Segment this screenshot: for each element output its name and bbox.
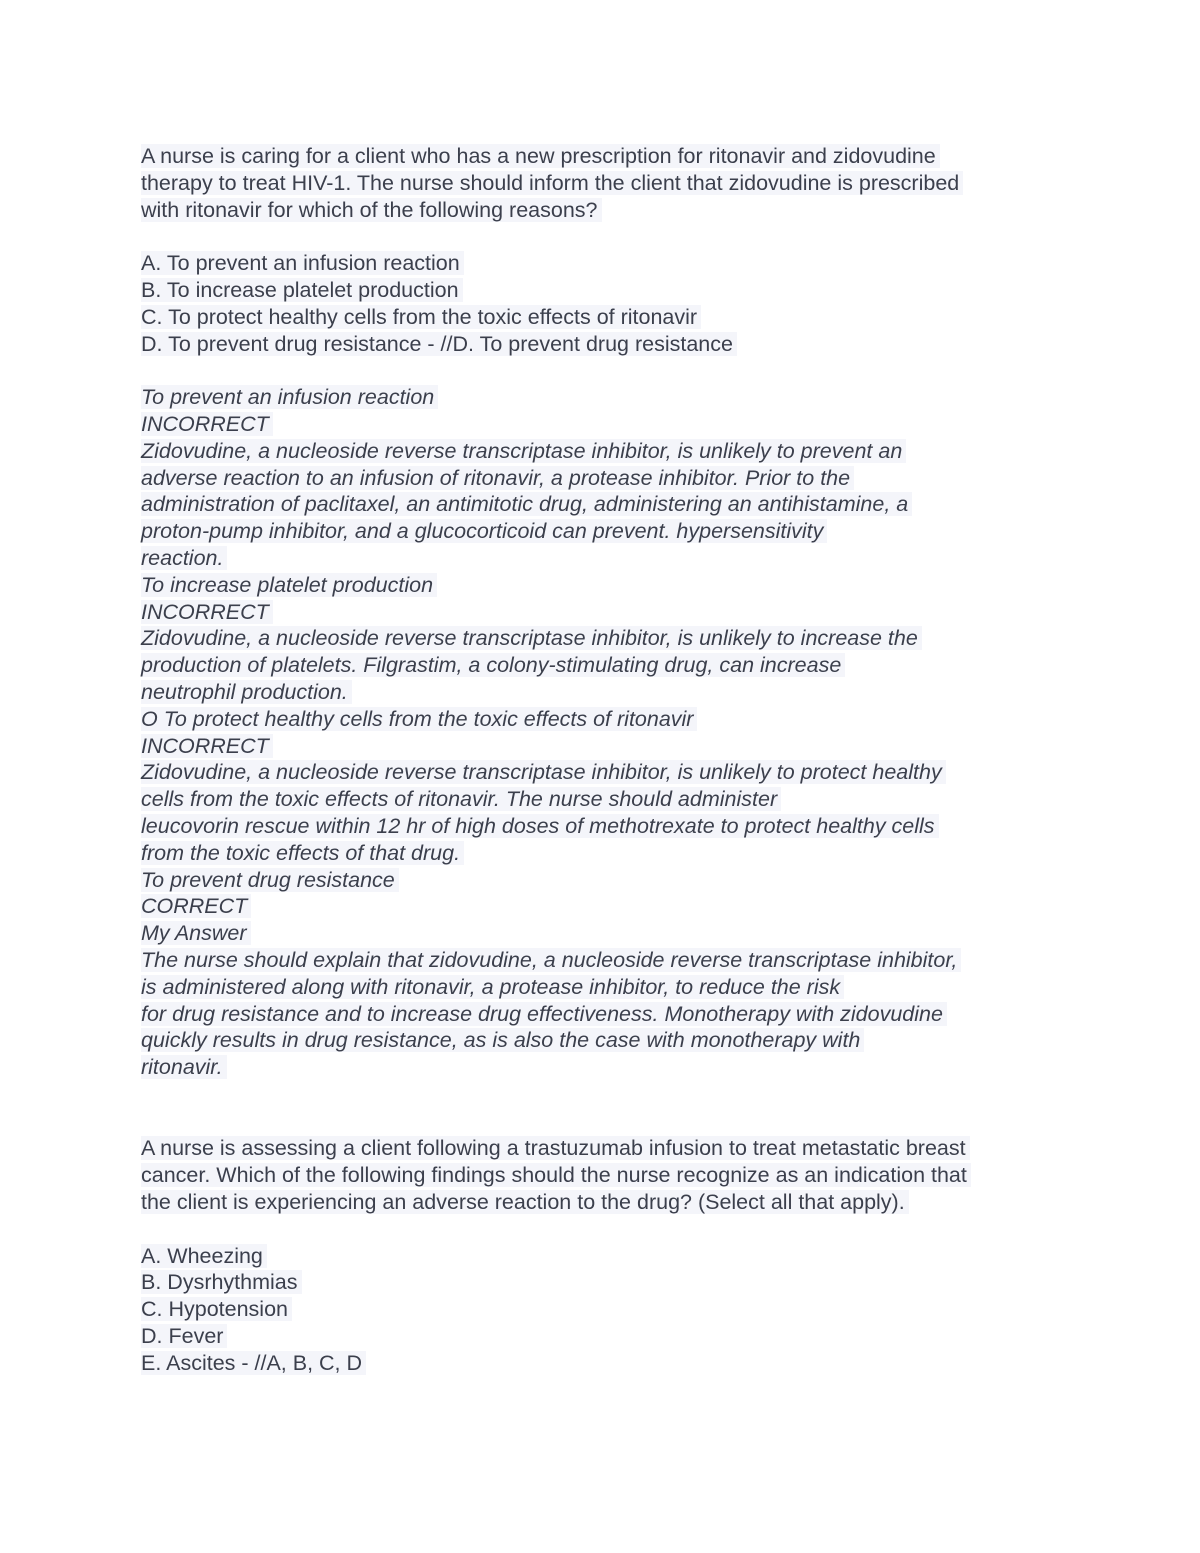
rationale-option-heading: To increase platelet production: [141, 572, 1061, 599]
question-2: [141, 1135, 1061, 1376]
question-1: [141, 143, 1061, 1081]
rationale-text-line: administration of paclitaxel, an antimitotic drug, administering an antihistamine, a: [141, 491, 1061, 518]
question-1-stem: [141, 143, 1061, 223]
rationale-verdict: CORRECT: [141, 893, 1061, 920]
rationale-text-line: adverse reaction to an infusion of ritonavir, a protease inhibitor. Prior to the: [141, 465, 1061, 492]
rationale-text-line: quickly results in drug resistance, as is also the case with monotherapy with: [141, 1027, 1061, 1054]
my-answer-label: My Answer: [141, 920, 1061, 947]
rationale-text-line: reaction.: [141, 545, 1061, 572]
question-stem-line: therapy to treat HIV-1. The nurse should inform the client that zidovudine is prescribed: [141, 170, 1061, 197]
answer-option-d: D. Fever: [141, 1323, 1061, 1350]
rationale-text-line: neutrophil production.: [141, 679, 1061, 706]
question-stem-line: A nurse is assessing a client following a trastuzumab infusion to treat metastatic breast: [141, 1135, 1061, 1162]
question-2-stem: [141, 1135, 1061, 1215]
spacer: [141, 1216, 1061, 1243]
question-stem-line: the client is experiencing an adverse reaction to the drug? (Select all that apply).: [141, 1189, 1061, 1216]
rationale-text-line: from the toxic effects of that drug.: [141, 840, 1061, 867]
question-stem-line: A nurse is caring for a client who has a new prescription for ritonavir and zidovudine: [141, 143, 1061, 170]
rationale-text-line: Zidovudine, a nucleoside reverse transcriptase inhibitor, is unlikely to increase the: [141, 625, 1061, 652]
question-stem-line: cancer. Which of the following findings should the nurse recognize as an indication that: [141, 1162, 1061, 1189]
rationale-text-line: ritonavir.: [141, 1054, 1061, 1081]
rationale-text-line: production of platelets. Filgrastim, a colony-stimulating drug, can increase: [141, 652, 1061, 679]
rationale-text-line: Zidovudine, a nucleoside reverse transcriptase inhibitor, is unlikely to protect healthy: [141, 759, 1061, 786]
rationale-text-line: Zidovudine, a nucleoside reverse transcriptase inhibitor, is unlikely to prevent an: [141, 438, 1061, 465]
answer-option-e: E. Ascites - //A, B, C, D: [141, 1350, 1061, 1377]
rationale-verdict: INCORRECT: [141, 599, 1061, 626]
answer-option-c: C. To protect healthy cells from the toxic effects of ritonavir: [141, 304, 1061, 331]
rationale-text-line: cells from the toxic effects of ritonavir. The nurse should administer: [141, 786, 1061, 813]
rationale-text-line: is administered along with ritonavir, a protease inhibitor, to reduce the risk: [141, 974, 1061, 1001]
rationale-text-line: for drug resistance and to increase drug effectiveness. Monotherapy with zidovudine: [141, 1001, 1061, 1028]
spacer: [141, 1081, 1061, 1135]
answer-option-a: A. To prevent an infusion reaction: [141, 250, 1061, 277]
rationale-option-heading: To prevent an infusion reaction: [141, 384, 1061, 411]
answer-option-a: A. Wheezing: [141, 1243, 1061, 1270]
rationale-verdict: INCORRECT: [141, 733, 1061, 760]
spacer: [141, 223, 1061, 250]
rationale-text-line: proton-pump inhibitor, and a glucocorticoid can prevent. hypersensitivity: [141, 518, 1061, 545]
answer-option-d: D. To prevent drug resistance - //D. To prevent drug resistance: [141, 331, 1061, 358]
rationale-option-heading: O To protect healthy cells from the toxic effects of ritonavir: [141, 706, 1061, 733]
rationale-text-line: leucovorin rescue within 12 hr of high doses of methotrexate to protect healthy cells: [141, 813, 1061, 840]
answer-option-b: B. Dysrhythmias: [141, 1269, 1061, 1296]
question-1-options: [141, 250, 1061, 357]
rationale-text-line: The nurse should explain that zidovudine, a nucleoside reverse transcriptase inhibitor,: [141, 947, 1061, 974]
question-2-options: [141, 1243, 1061, 1377]
spacer: [141, 357, 1061, 384]
rationale-option-heading: To prevent drug resistance: [141, 867, 1061, 894]
rationale-verdict: INCORRECT: [141, 411, 1061, 438]
answer-option-b: B. To increase platelet production: [141, 277, 1061, 304]
question-1-explanation: [141, 384, 1061, 1081]
question-stem-line: with ritonavir for which of the following reasons?: [141, 197, 1061, 224]
answer-option-c: C. Hypotension: [141, 1296, 1061, 1323]
document-content: [141, 143, 1061, 1377]
